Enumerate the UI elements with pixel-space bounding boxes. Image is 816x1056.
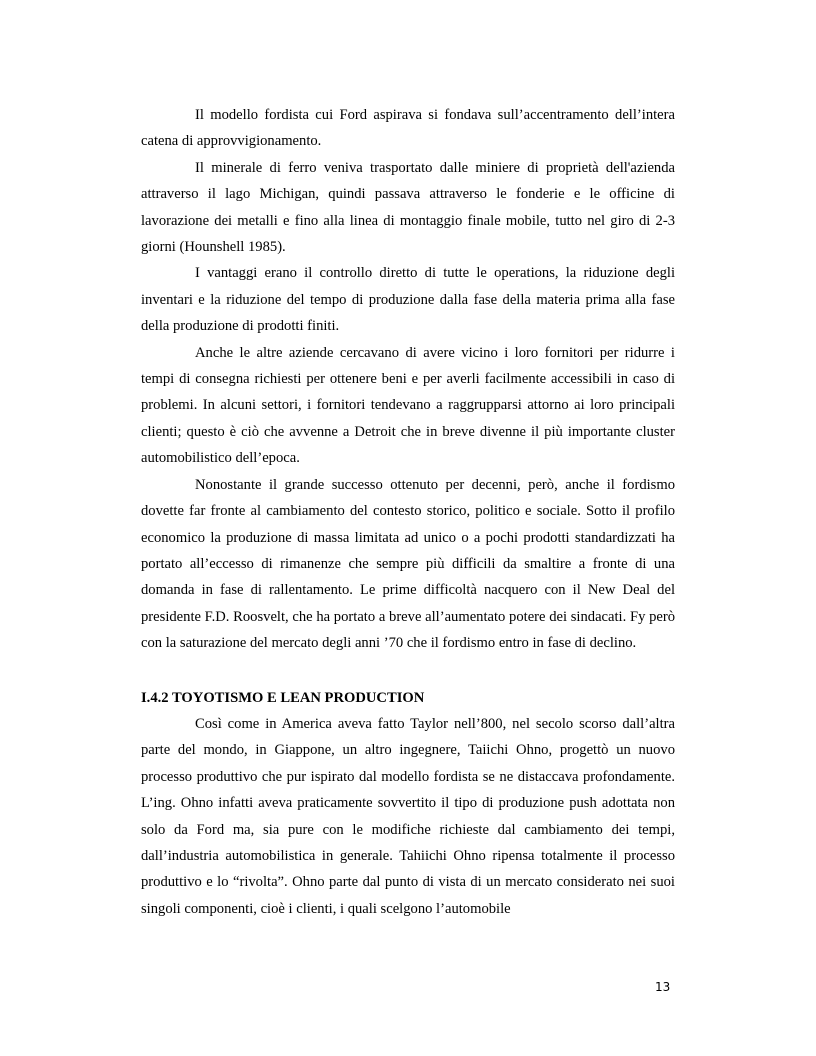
paragraph-ford-model: Il modello fordista cui Ford aspirava si fondava sull’accentramento dell’intera catena di approvvigionamento. [141,107,675,150]
paragraph-advantages: I vantaggi erano il controllo diretto di tutte le operations, la riduzione degli inventari e la riduzione del tempo di produzione dalla fase della materia prima alla fase della produzione di prodotti finiti. [141,265,675,335]
page-number: 13 [655,980,671,994]
paragraph-suppliers: Anche le altre aziende cercavano di avere vicino i loro fornitori per ridurre i tempi di consegna richiesti per ottenere beni e per averli facilmente accessibili in caso di problemi. In alcuni settori, i fornitori tendevano a raggrupparsi attorno ai loro principali clienti; questo è ciò che avvenne a Detroit che in breve divenne il più importante cluster automobilistico dell’epoca. [141,344,675,467]
section-heading: I.4.2 TOYOTISMO E LEAN PRODUCTION [141,689,425,706]
document-body [141,102,675,922]
paragraph-toyotism: Così come in America aveva fatto Taylor nell’800, nel secolo scorso dall’altra parte del mondo, in Giappone, un altro ingegnere, Taiichi Ohno, progettò un nuovo processo produttivo che pur ispirato dal modello fordista se ne distaccava profondamente. L’ing. Ohno infatti aveva praticamente sovvertito il tipo di produzione push adottata non solo da Ford ma, sia pure con le modifiche richieste dal cambiamento dei tempi, dall’industria automobilistica in generale. Tahiichi Ohno ripensa totalmente il processo produttivo e lo “rivolta”. Ohno parte dal punto di vista di un mercato considerato nei suoi singoli componenti, cioè i clienti, i quali scelgono l’automobile [141,715,675,917]
paragraph-fordism-decline: Nonostante il grande successo ottenuto per decenni, però, anche il fordismo dovette far fronte al cambiamento del contesto storico, politico e sociale. Sotto il profilo economico la produzione di massa limitata ad unico o a pochi prodotti standardizzati ha portato all’eccesso di rimanenze che sempre più difficili da smaltire a fronte di una domanda in fase di rallentamento. Le prime difficoltà nacquero con il New Deal del presidente F.D. Roosvelt, che ha portato a breve all’aumentato potere dei sindacati. Fy però con la saturazione del mercato degli anni ’70 che il fordismo entro in fase di declino. [141,476,675,652]
paragraph-iron-ore: Il minerale di ferro veniva trasportato dalle miniere di proprietà dell'azienda attraverso il lago Michigan, quindi passava attraverso le fonderie e le officine di lavorazione dei metalli e fino alla linea di montaggio finale mobile, tutto nel giro di 2-3 giorni (Hounshell 1985). [141,159,675,256]
